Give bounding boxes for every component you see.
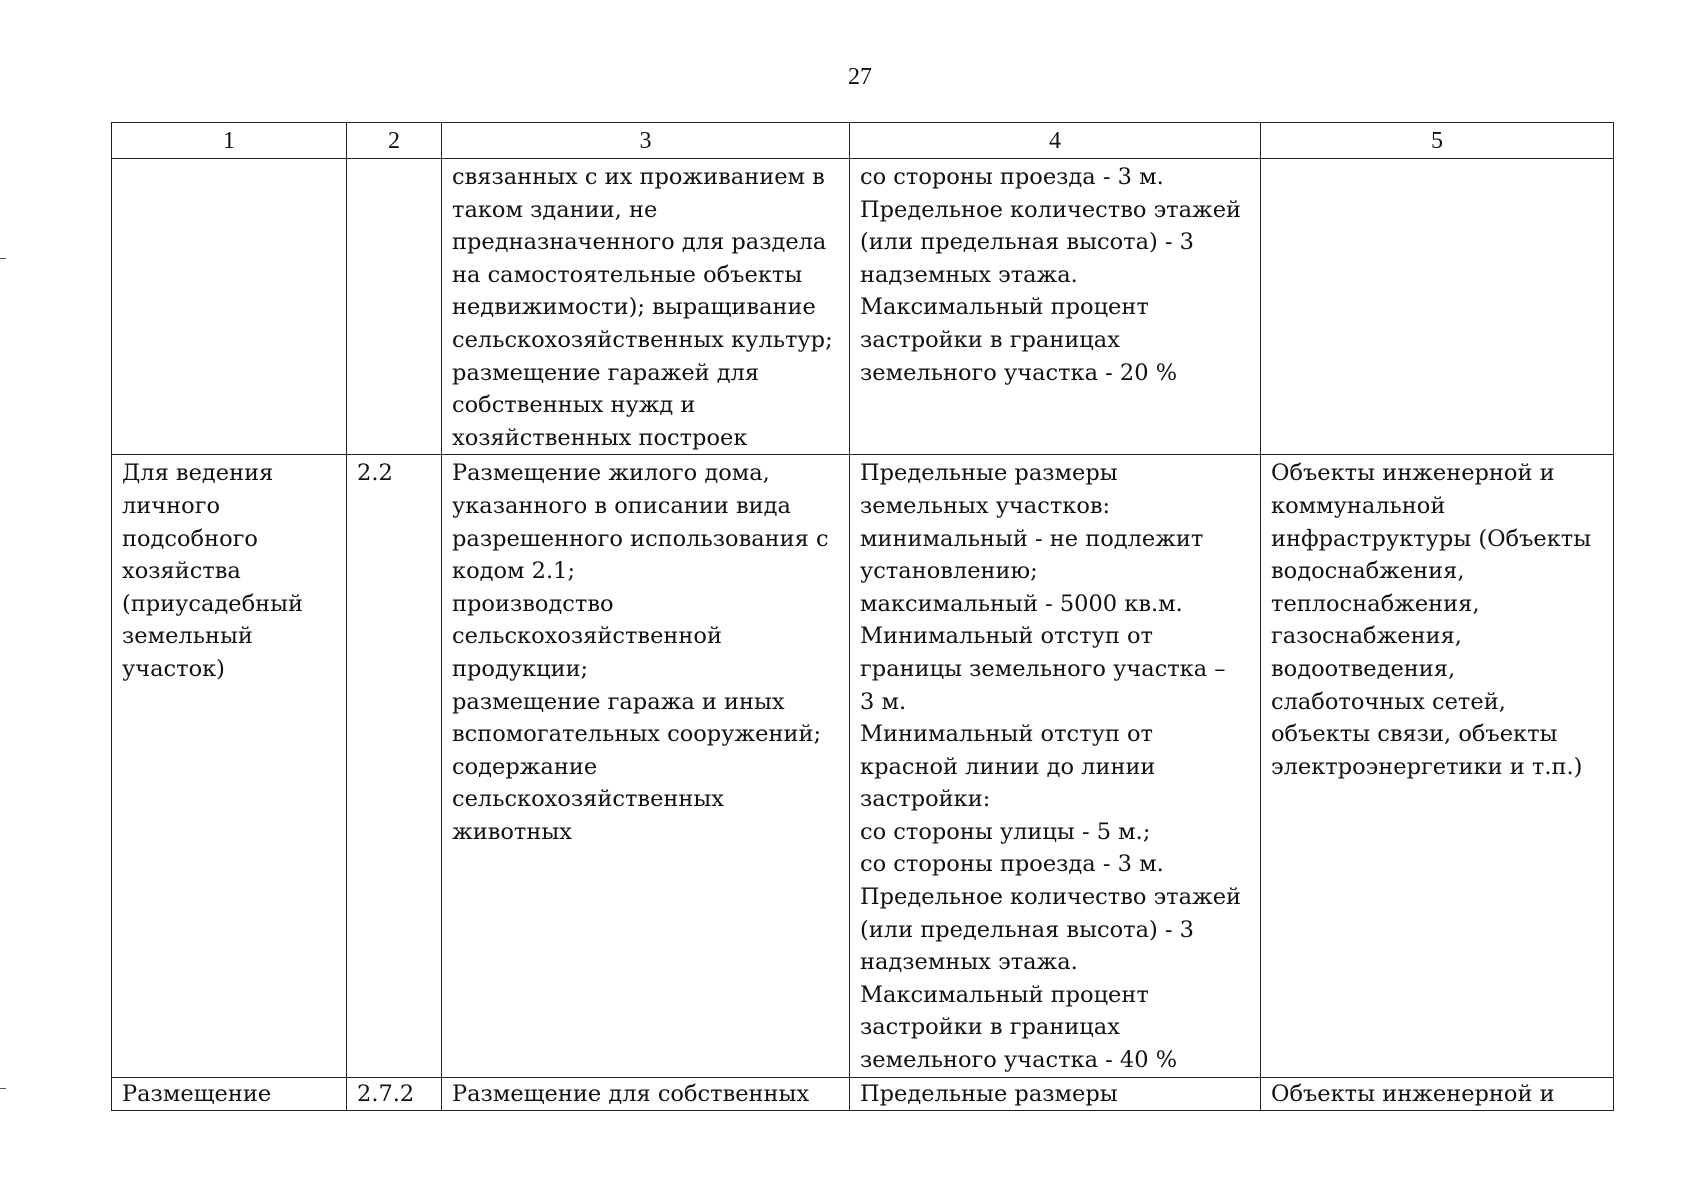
table-cell-auxiliary: Объекты инженерной и коммунальной инфраструктуры (Объекты водоснабжения, теплоснабжения, газоснабжения, водоотведения, слаботочных сетей, объекты связи, объекты электроэнергетики и т.п.): [1261, 455, 1614, 1077]
table-cell-description: связанных с их проживанием в таком здании, не предназначенного для раздела на самостоятельные объекты недвижимости); выращивание сельскохозяйственных культур; размещение гаражей для собственных нужд и хозяйственных построек: [442, 159, 850, 455]
table-row: [112, 455, 1614, 1077]
table-row: [112, 1077, 1614, 1111]
margin-mark-bottom: [0, 1088, 6, 1089]
table-cell-description: Размещение для собственных: [442, 1077, 850, 1111]
column-header-4: 4: [850, 123, 1261, 159]
regulations-table: [111, 122, 1614, 1111]
column-header-3: 3: [442, 123, 850, 159]
table-cell-code: [347, 159, 442, 455]
table-cell-code: 2.2: [347, 455, 442, 1077]
table-cell-parameters: Предельные размеры: [850, 1077, 1261, 1111]
table-header-row: [112, 123, 1614, 159]
table-cell-code: 2.7.2: [347, 1077, 442, 1111]
column-header-5: 5: [1261, 123, 1614, 159]
table-cell-use-type: [112, 159, 347, 455]
table-cell-use-type: Для ведения личного подсобного хозяйства (приусадебный земельный участок): [112, 455, 347, 1077]
table-cell-parameters: Предельные размеры земельных участков: минимальный - не подлежит установлению; максимальный - 5000 кв.м. Минимальный отступ от границы земельного участка – 3 м. Минимальный отступ от красной линии до линии застройки: со стороны улицы - 5 м.; со стороны проезда - 3 м. Предельное количество этажей (или предельная высота) - 3 надземных этажа. Максимальный процент застройки в границах земельного участка - 40 %: [850, 455, 1261, 1077]
margin-mark-top: [0, 258, 6, 259]
table-cell-use-type: Размещение: [112, 1077, 347, 1111]
table-cell-auxiliary: [1261, 159, 1614, 455]
column-header-1: 1: [112, 123, 347, 159]
table-cell-parameters: со стороны проезда - 3 м. Предельное количество этажей (или предельная высота) - 3 надземных этажа. Максимальный процент застройки в границах земельного участка - 20 %: [850, 159, 1261, 455]
column-header-2: 2: [347, 123, 442, 159]
page-number: 27: [848, 64, 872, 90]
table-cell-description: Размещение жилого дома, указанного в описании вида разрешенного использования с кодом 2.1; производство сельскохозяйственной продукции; размещение гаража и иных вспомогательных сооружений; содержание сельскохозяйственных животных: [442, 455, 850, 1077]
table-row: [112, 159, 1614, 455]
table-cell-auxiliary: Объекты инженерной и: [1261, 1077, 1614, 1111]
